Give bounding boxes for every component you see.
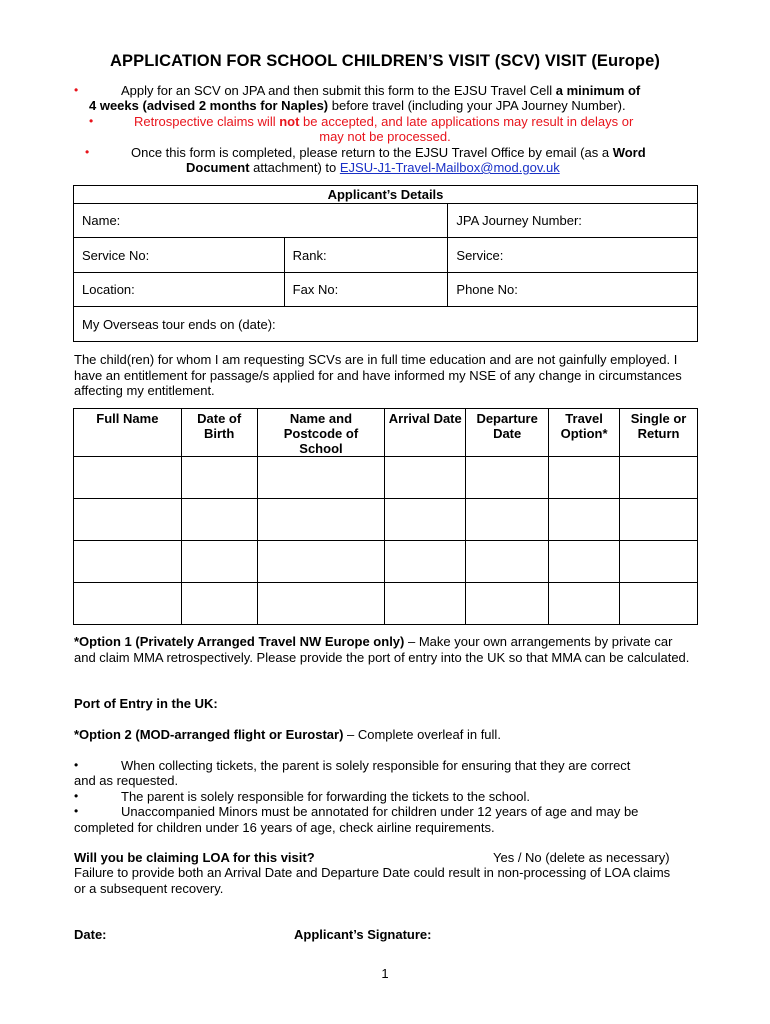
bullet-icon: • xyxy=(74,804,79,818)
service-field[interactable]: Service: xyxy=(448,238,698,273)
instruction-emphasis: Document xyxy=(186,160,250,175)
table-cell[interactable] xyxy=(74,457,182,499)
table-cell[interactable] xyxy=(181,499,257,541)
table-cell[interactable] xyxy=(385,541,466,583)
table-cell[interactable] xyxy=(549,583,620,625)
rank-field[interactable]: Rank: xyxy=(284,238,448,273)
date-field[interactable]: Date: xyxy=(74,927,107,942)
applicant-details-table xyxy=(73,185,698,342)
journey-number-field[interactable]: JPA Journey Number: xyxy=(448,204,698,238)
bullet-icon: • xyxy=(89,114,94,128)
location-field[interactable]: Location: xyxy=(74,273,285,307)
table-cell[interactable] xyxy=(74,583,182,625)
col-school: Name and Postcode of School xyxy=(257,409,385,457)
applicant-details-header: Applicant’s Details xyxy=(74,186,698,204)
table-cell[interactable] xyxy=(74,541,182,583)
table-row xyxy=(74,499,698,541)
col-departure-date: Departure Date xyxy=(466,409,549,457)
warning-emphasis: not xyxy=(279,114,300,129)
option-1-description: – Make your own arrangements by private car and claim MMA retrospectively. Please provide the port of entry into the UK so that MMA can be calculated. xyxy=(74,634,690,665)
table-cell[interactable] xyxy=(466,499,549,541)
table-cell[interactable] xyxy=(385,457,466,499)
table-cell[interactable] xyxy=(620,457,698,499)
bullet-icon: • xyxy=(85,145,90,159)
fax-field[interactable]: Fax No: xyxy=(284,273,448,307)
note-1-line1: When collecting tickets, the parent is solely responsible for ensuring that they are correct xyxy=(121,758,631,773)
table-cell[interactable] xyxy=(181,583,257,625)
email-link[interactable]: EJSU-J1-Travel-Mailbox@mod.gov.uk xyxy=(339,160,560,175)
col-arrival-date: Arrival Date xyxy=(385,409,466,457)
note-3-line2: completed for children under 16 years of age, check airline requirements. xyxy=(74,820,495,835)
note-3-line1: Unaccompanied Minors must be annotated for children under 12 years of age and may be xyxy=(121,804,639,819)
table-cell[interactable] xyxy=(385,583,466,625)
table-cell[interactable] xyxy=(466,583,549,625)
note-2: The parent is solely responsible for forwarding the tickets to the school. xyxy=(121,789,530,804)
option-2-text xyxy=(74,727,694,743)
name-field[interactable]: Name: xyxy=(74,204,448,238)
loa-question: Will you be claiming LOA for this visit? xyxy=(74,850,315,865)
warning-text: be accepted, and late applications may result in delays or xyxy=(299,114,634,129)
bullet-icon: • xyxy=(74,789,79,803)
loa-warning: Failure to provide both an Arrival Date and Departure Date could result in non-processing of LOA claims or a subsequent recovery. xyxy=(74,865,671,896)
instruction-3-line2 xyxy=(186,160,686,175)
col-travel-option: Travel Option* xyxy=(549,409,620,457)
instruction-3-line1 xyxy=(131,145,701,160)
instruction-1-line2 xyxy=(89,98,699,113)
table-cell[interactable] xyxy=(257,541,385,583)
option-1-heading: *Option 1 (Privately Arranged Travel NW Europe only) xyxy=(74,634,405,649)
table-cell[interactable] xyxy=(385,499,466,541)
signature-field[interactable]: Applicant’s Signature: xyxy=(294,927,432,942)
table-cell[interactable] xyxy=(257,583,385,625)
bullet-icon: • xyxy=(74,83,79,97)
table-cell[interactable] xyxy=(466,541,549,583)
table-cell[interactable] xyxy=(620,499,698,541)
col-single-return: Single or Return xyxy=(620,409,698,457)
instruction-emphasis: Word xyxy=(612,145,646,160)
bullet-icon: • xyxy=(74,758,79,772)
table-row xyxy=(74,583,698,625)
warning-text: Retrospective claims will xyxy=(134,114,280,129)
port-of-entry-field[interactable]: Port of Entry in the UK: xyxy=(74,696,218,711)
table-cell[interactable] xyxy=(549,457,620,499)
instruction-text: Once this form is completed, please return to the EJSU Travel Office by email (as a xyxy=(131,145,613,160)
option-2-heading: *Option 2 (MOD-arranged flight or Eurostar) xyxy=(74,727,344,742)
option-2-description: – Complete overleaf in full. xyxy=(343,727,501,742)
table-cell[interactable] xyxy=(181,457,257,499)
instruction-text: before travel (including your JPA Journey Number). xyxy=(328,98,626,113)
table-cell[interactable] xyxy=(466,457,549,499)
table-row xyxy=(74,457,698,499)
col-full-name: Full Name xyxy=(74,409,182,457)
instruction-text: attachment) to xyxy=(249,160,340,175)
col-date-of-birth: Date of Birth xyxy=(181,409,257,457)
instruction-emphasis: a minimum of xyxy=(555,83,641,98)
table-cell[interactable] xyxy=(549,499,620,541)
instruction-emphasis: 4 weeks (advised 2 months for Naples) xyxy=(89,98,329,113)
table-cell[interactable] xyxy=(257,499,385,541)
table-cell[interactable] xyxy=(74,499,182,541)
service-number-field[interactable]: Service No: xyxy=(74,238,285,273)
table-cell[interactable] xyxy=(549,541,620,583)
instruction-text: Apply for an SCV on JPA and then submit this form to the EJSU Travel Cell xyxy=(121,83,556,98)
instruction-1-line1 xyxy=(121,83,701,98)
children-table xyxy=(73,408,698,625)
instruction-2-line1 xyxy=(134,114,694,129)
page-title: APPLICATION FOR SCHOOL CHILDREN’S VISIT (SCV) VISIT (Europe) xyxy=(110,52,660,70)
phone-field[interactable]: Phone No: xyxy=(448,273,698,307)
option-1-text xyxy=(74,634,694,665)
table-row xyxy=(74,541,698,583)
instruction-2-line2: may not be processed. xyxy=(319,129,451,144)
page-number: 1 xyxy=(381,966,389,981)
tour-end-date-field[interactable]: My Overseas tour ends on (date): xyxy=(74,307,698,342)
note-1-line2: and as requested. xyxy=(74,773,179,788)
table-cell[interactable] xyxy=(257,457,385,499)
table-cell[interactable] xyxy=(620,583,698,625)
entitlement-statement: The child(ren) for whom I am requesting SCVs are in full time education and are not gainfully employed. I have an entitlement for passage/s applied for and have informed my NSE of any change in circumstances affecting my entitlement. xyxy=(74,352,682,398)
table-cell[interactable] xyxy=(181,541,257,583)
table-cell[interactable] xyxy=(620,541,698,583)
loa-answer[interactable]: Yes / No (delete as necessary) xyxy=(493,850,670,865)
